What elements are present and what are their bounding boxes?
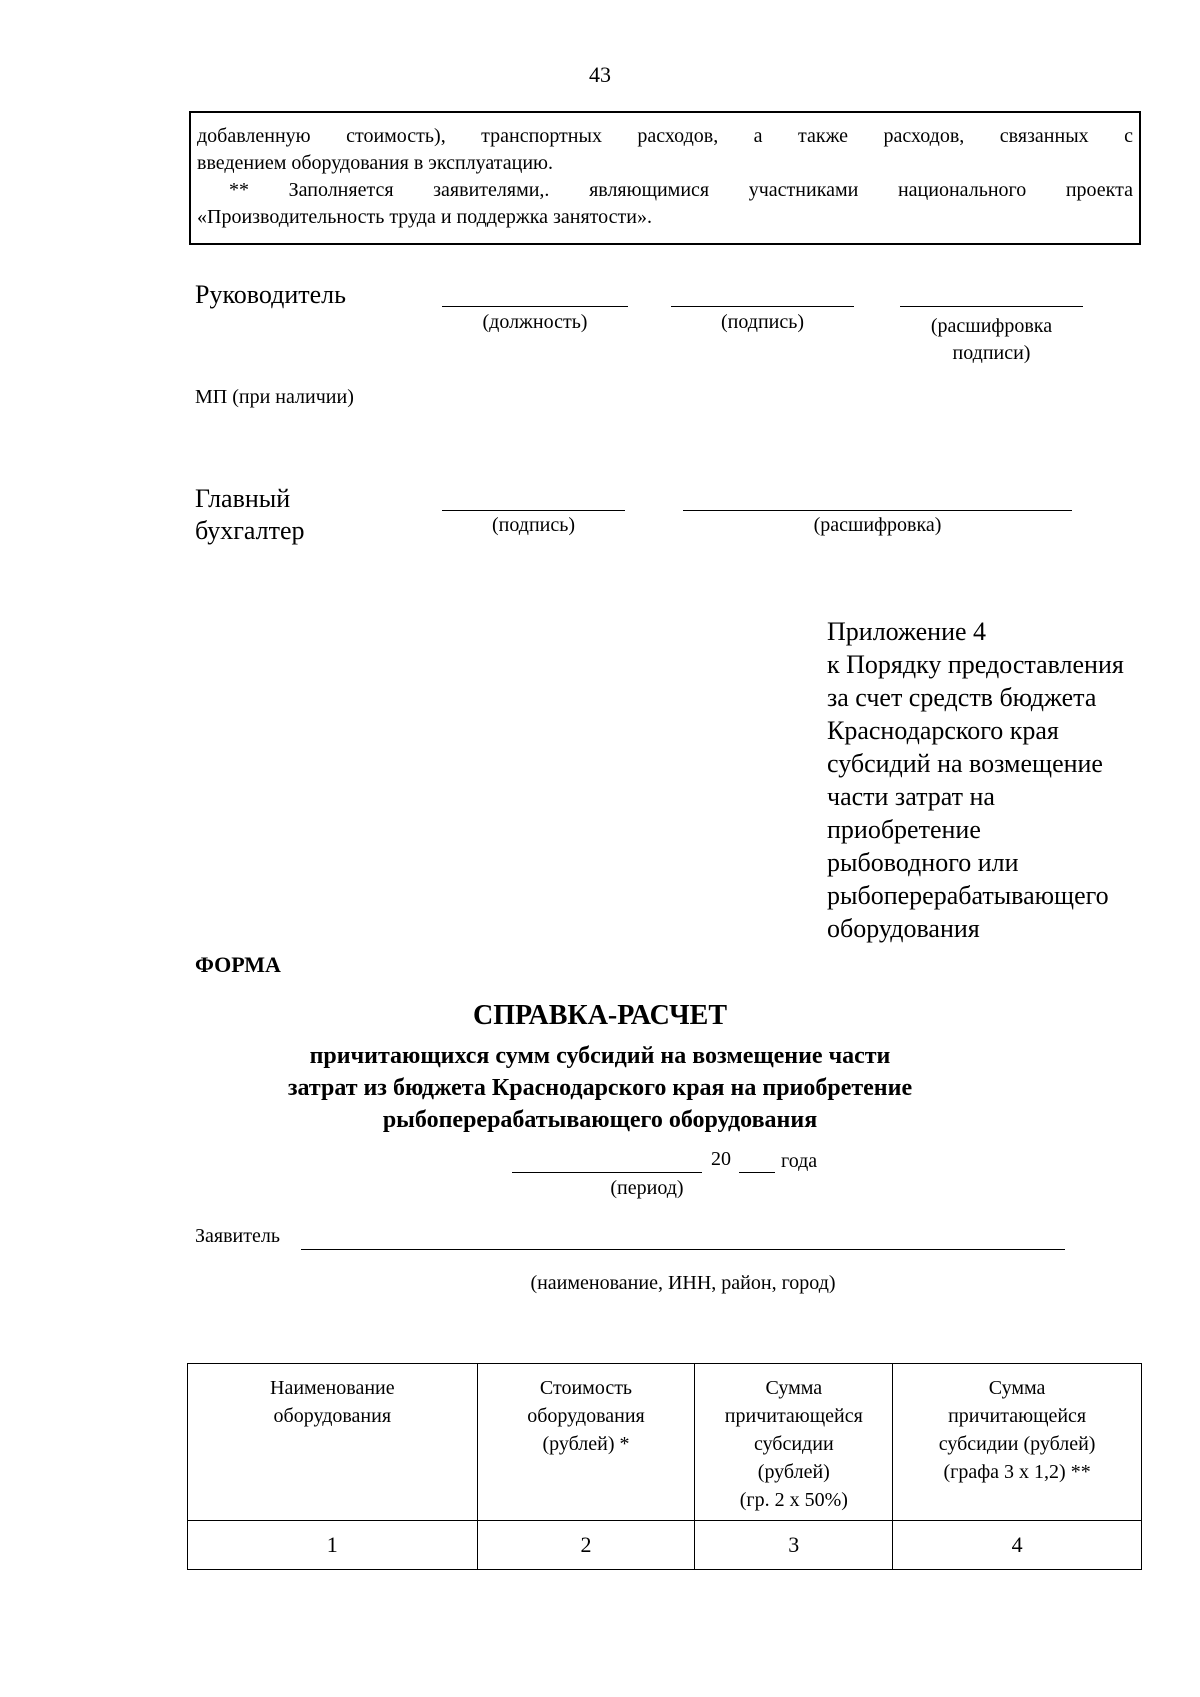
document-subtitle (0, 1040, 1200, 1136)
position-line (442, 306, 628, 307)
header-cell-equipment-name (188, 1364, 478, 1521)
appendix-block (827, 615, 1124, 945)
header-line: Сумма (988, 1377, 1046, 1399)
accountant-label-line: бухгалтер (195, 516, 305, 545)
subtitle-line: рыбоперерабатывающего оборудования (382, 1107, 818, 1133)
header-line: оборудования (273, 1405, 392, 1427)
accountant-label-line: Главный (195, 484, 291, 513)
decoding-line (900, 306, 1083, 307)
applicant-caption: (наименование, ИНН, район, город) (530, 1272, 836, 1294)
footnote-line: ** Заполняется заявителями,. являющимися участниками национального проекта (229, 179, 1133, 201)
appendix-line: Краснодарского края (827, 716, 1059, 745)
header-line: причитающейся (724, 1405, 863, 1427)
accountant-label (195, 483, 305, 547)
appendix-line: к Порядку предоставления (827, 650, 1124, 679)
period-line (512, 1172, 702, 1173)
period-year-prefix: 20 (711, 1148, 731, 1170)
table-column-number-row (188, 1521, 1142, 1570)
document-title: СПРАВКА-РАСЧЕТ (472, 1000, 728, 1031)
stamp-label: МП (при наличии) (195, 386, 354, 408)
position-caption: (должность) (482, 311, 588, 333)
appendix-line: рыбоводного или (827, 848, 1019, 877)
footnote-line: введением оборудования в эксплуатацию. (197, 152, 553, 174)
appendix-line: рыбоперерабатывающего (827, 881, 1109, 910)
header-line: субсидии (рублей) (938, 1433, 1096, 1455)
accountant-decoding-caption: (расшифровка) (813, 514, 942, 536)
table-header-row (188, 1364, 1142, 1521)
head-label: Руководитель (195, 280, 346, 309)
accountant-signature-line (442, 510, 625, 511)
column-number-cell: 4 (893, 1521, 1142, 1570)
accountant-signature-caption: (подпись) (491, 514, 576, 536)
decoding-caption-line: (расшифровка (930, 315, 1053, 337)
header-line: причитающейся (948, 1405, 1087, 1427)
decoding-caption (900, 313, 1083, 367)
appendix-line: приобретение (827, 815, 981, 844)
header-line: Сумма (765, 1377, 823, 1399)
footnote-line: «Производительность труда и поддержка занятости». (197, 206, 652, 228)
header-line: Стоимость (539, 1377, 633, 1399)
signature-caption: (подпись) (720, 311, 805, 333)
appendix-line: оборудования (827, 914, 980, 943)
footnote-box (189, 111, 1141, 245)
header-line: (рублей) * (542, 1433, 630, 1455)
appendix-line: за счет средств бюджета (827, 683, 1097, 712)
header-line: оборудования (527, 1405, 645, 1427)
applicant-line (301, 1249, 1065, 1250)
header-line: субсидии (753, 1433, 834, 1455)
page-number: 43 (589, 62, 611, 87)
signature-line (671, 306, 854, 307)
subtitle-line: затрат из бюджета Краснодарского края на приобретение (287, 1075, 913, 1101)
applicant-label: Заявитель (195, 1225, 280, 1247)
header-line: (рублей) (757, 1461, 830, 1483)
period-year-suffix: года (781, 1150, 818, 1172)
form-label: ФОРМА (195, 952, 281, 977)
appendix-line: части затрат на (827, 782, 995, 811)
header-line: (гр. 2 х 50%) (739, 1489, 848, 1511)
subsidy-table (187, 1363, 1142, 1570)
column-number-cell: 1 (188, 1521, 478, 1570)
column-number-cell: 3 (695, 1521, 893, 1570)
subtitle-line: причитающихся сумм субсидий на возмещение части (309, 1043, 891, 1069)
footnote-line: добавленную стоимость), транспортных расходов, а также расходов, связанных с (197, 125, 1133, 147)
header-line: Наименование (270, 1377, 395, 1399)
decoding-caption-line: подписи) (952, 342, 1031, 364)
period-year-line (739, 1172, 775, 1173)
appendix-line: субсидий на возмещение (827, 749, 1103, 778)
period-caption: (период) (610, 1177, 684, 1199)
appendix-line: Приложение 4 (827, 617, 987, 646)
header-cell-subsidy-12 (893, 1364, 1142, 1521)
accountant-decoding-line (683, 510, 1072, 511)
header-line: (графа 3 х 1,2) ** (943, 1461, 1091, 1483)
column-number-cell: 2 (477, 1521, 695, 1570)
header-cell-equipment-cost (477, 1364, 695, 1521)
header-cell-subsidy-50 (695, 1364, 893, 1521)
